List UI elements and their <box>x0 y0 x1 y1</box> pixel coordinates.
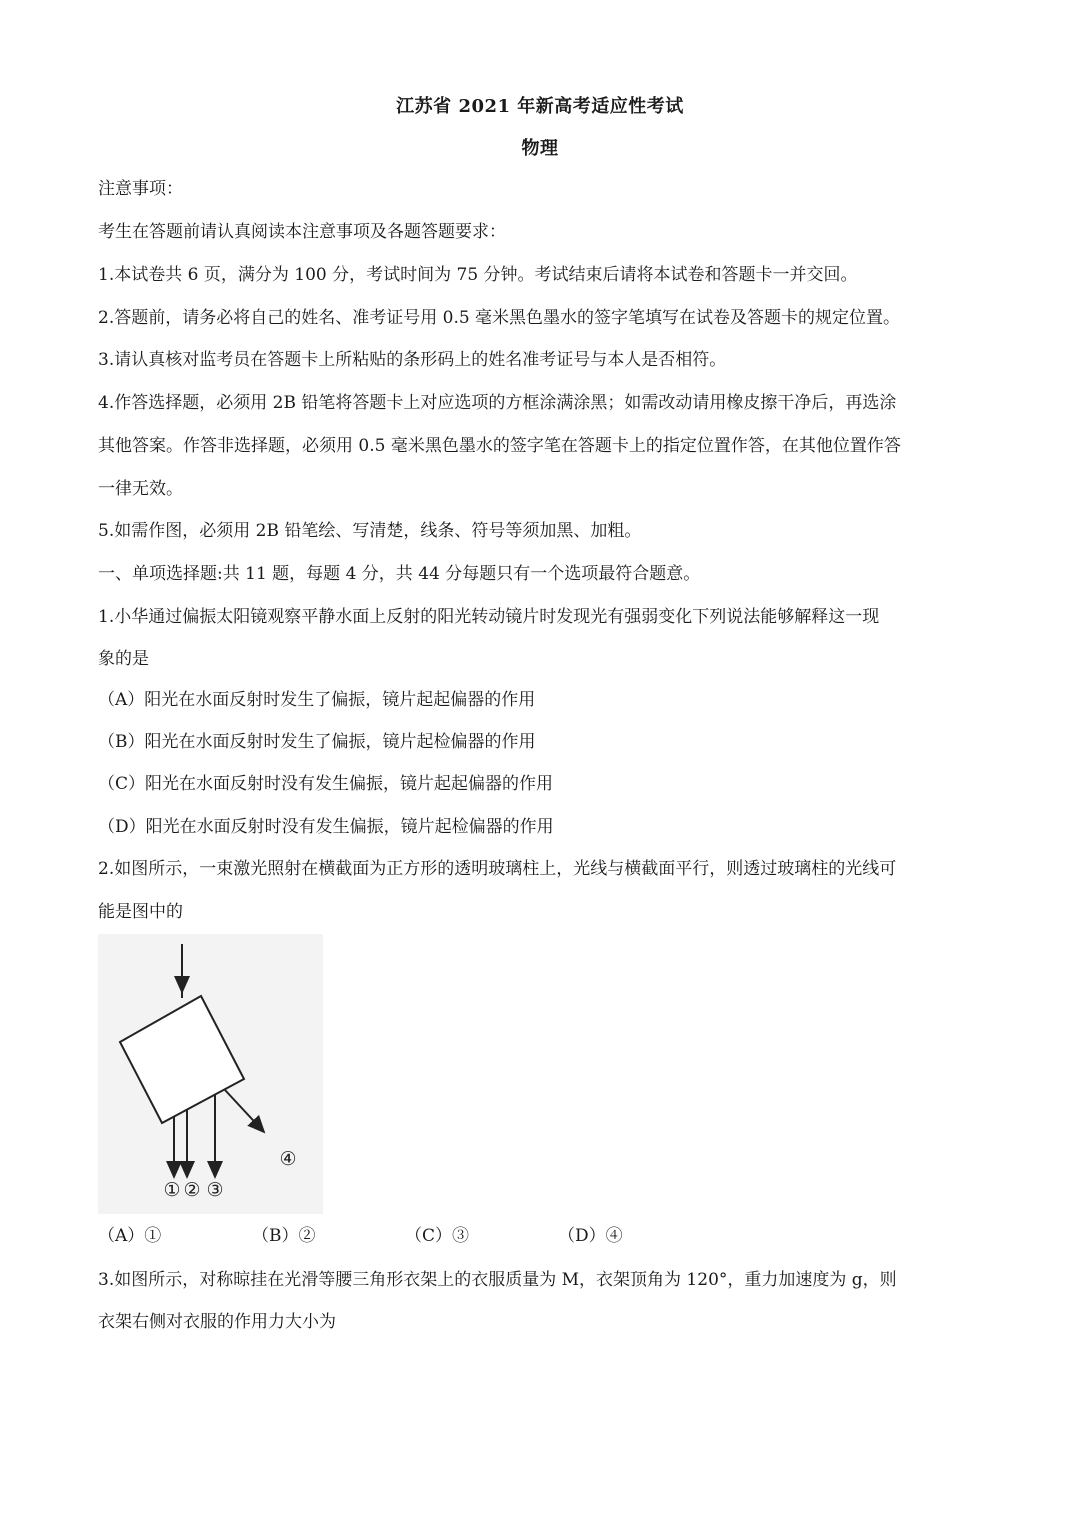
label-1: ① <box>163 1179 181 1201</box>
notice-item: 1.本试卷共 6 页，满分为 100 分，考试时间为 75 分钟。考试结束后请将本试卷和答题卡一并交回。 <box>98 265 858 285</box>
q3-stem: 3.如图所示，对称晾挂在光滑等腰三角形衣架上的衣服质量为 M，衣架顶角为 120°，重力加速度为 g，则 <box>98 1270 897 1290</box>
q2-stem: 2.如图所示，一束激光照射在横截面为正方形的透明玻璃柱上，光线与横截面平行，则透过玻璃柱的光线可 <box>98 859 897 879</box>
q1-option-a: （A）阳光在水面反射时发生了偏振，镜片起起偏器的作用 <box>98 690 536 710</box>
exam-subject: 物理 <box>521 138 559 159</box>
notice-item: 其他答案。作答非选择题，必须用 0.5 毫米黑色墨水的签字笔在答题卡上的指定位置作答，在其他位置作答 <box>98 436 901 456</box>
notice-item: 3.请认真核对监考员在答题卡上所粘贴的条形码上的姓名准考证号与本人是否相符。 <box>98 350 727 370</box>
q3-stem-cont: 衣架右侧对衣服的作用力大小为 <box>98 1312 336 1332</box>
notice-item: 5.如需作图，必须用 2B 铅笔绘、写清楚，线条、符号等须加黑、加粗。 <box>98 521 642 541</box>
section-heading: 一、单项选择题:共 11 题，每题 4 分，共 44 分每题只有一个选项最符合题意。 <box>98 564 701 584</box>
q1-option-d: （D）阳光在水面反射时没有发生偏振，镜片起检偏器的作用 <box>98 817 554 837</box>
notice-item: 4.作答选择题，必须用 2B 铅笔将答题卡上对应选项的方框涂满涂黑；如需改动请用橡皮擦干净后，再选涂 <box>98 393 897 413</box>
label-3: ③ <box>206 1179 224 1201</box>
glass-square <box>120 996 244 1123</box>
notice-item: 2.答题前，请务必将自己的姓名、准考证号用 0.5 毫米黑色墨水的签字笔填写在试卷及答题卡的规定位置。 <box>98 308 901 328</box>
notice-heading: 注意事项： <box>98 179 183 199</box>
q1-stem-cont: 象的是 <box>98 649 149 669</box>
notice-intro: 考生在答题前请认真阅读本注意事项及各题答题要求： <box>98 222 506 242</box>
q1-option-c: （C）阳光在水面反射时没有发生偏振，镜片起起偏器的作用 <box>98 774 554 794</box>
q2-option-c: （C）③ <box>405 1226 470 1246</box>
q2-figure <box>98 934 323 1214</box>
q2-stem-cont: 能是图中的 <box>98 902 183 922</box>
ray-4 <box>225 1090 264 1132</box>
q2-option-a: （A）① <box>98 1226 162 1246</box>
label-2: ② <box>183 1179 201 1201</box>
glass-prism-diagram <box>98 934 323 1214</box>
q1-option-b: （B）阳光在水面反射时发生了偏振，镜片起检偏器的作用 <box>98 732 536 752</box>
label-4: ④ <box>279 1148 297 1170</box>
q1-stem: 1.小华通过偏振太阳镜观察平静水面上反射的阳光转动镜片时发现光有强弱变化下列说法能够解释这一现 <box>98 607 880 627</box>
notice-item: 一律无效。 <box>98 479 183 499</box>
q2-option-d: （D）④ <box>558 1226 623 1246</box>
exam-title: 江苏省 2021 年新高考适应性考试 <box>396 96 684 117</box>
q2-option-b: （B）② <box>252 1226 316 1246</box>
